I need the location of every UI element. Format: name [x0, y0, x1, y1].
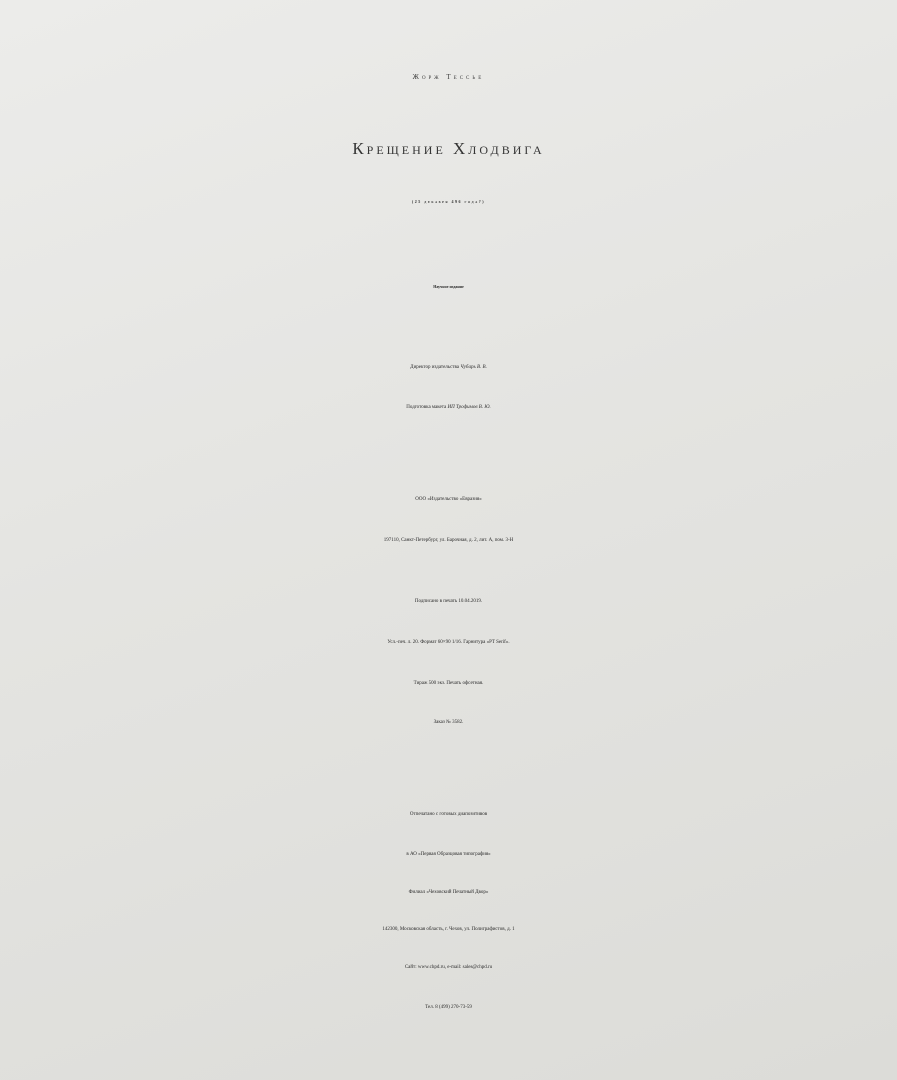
credit-role: Директор издательства [410, 365, 460, 370]
author-name: Жорж Тессье [412, 73, 485, 81]
credit-director [0, 365, 897, 370]
print-format: Усл.-печ. л. 20. Формат 60×90 1/16. Гарнитура «PT Serif». [387, 640, 510, 645]
book-title: Крещение Хлодвига [352, 139, 545, 158]
printer-branch: Филиал «Чеховский Печатный Двор» [408, 890, 489, 895]
credit-role: Подготовка макета [406, 405, 447, 410]
book-subtitle: (25 декабря 496 года?) [411, 199, 486, 204]
signed-to-print: Подписано в печать 10.04.2019. [414, 599, 483, 604]
credit-layout [0, 405, 897, 410]
credit-person: ИП Трофимов В. Ю. [447, 405, 491, 410]
printer-address: 142300, Московская область, г. Чехов, ул. Полиграфистов, д. 1 [382, 927, 515, 932]
publisher-address: 197110, Санкт-Петербург, ул. Барочная, д. 2, лит. А, пом. 3-Н [383, 538, 514, 543]
publisher-name: ООО «Издательство «Евразия» [415, 497, 482, 502]
order-number: Заказ № 3582. [433, 720, 464, 725]
print-run: Тираж 500 экз. Печать офсетная. [413, 681, 484, 686]
printer-name: в АО «Первая Образцовая типография» [406, 852, 491, 857]
printer-contacts: Сайт: www.chpd.ru, e-mail: sales@chpd.ru [404, 965, 493, 970]
edition-type: Научное издание [433, 284, 464, 289]
credit-person: Чубарь В. В. [460, 365, 487, 370]
printer-phone: Тел. 8 (499) 270-73-59 [425, 1005, 472, 1010]
printed-from: Отпечатано с готовых диапозитивов [409, 812, 488, 817]
